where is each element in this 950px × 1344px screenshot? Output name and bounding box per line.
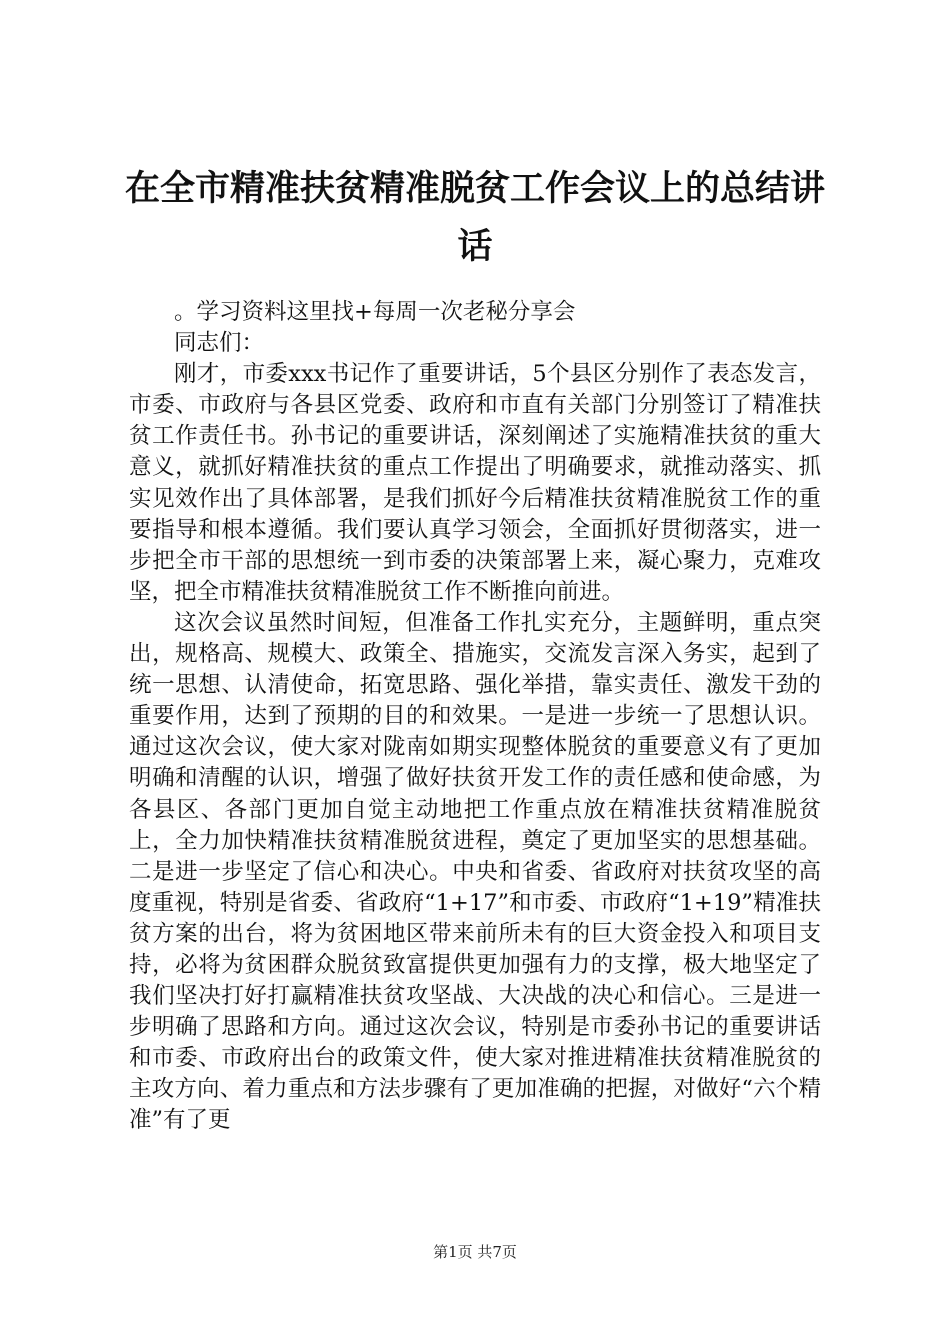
document-body <box>129 297 821 1137</box>
paragraph-salutation: 同志们： <box>174 330 265 357</box>
page-number-footer: 第1页 共7页 <box>433 1243 517 1261</box>
paragraph-body-2: 这次会议虽然时间短，但准备工作扎实充分，主题鲜明，重点突出，规格高、规模大、政策全、措施实，交流发言深入务实，起到了统一思想、认清使命，拓宽思路、强化举措，靠实责任、激发干劲的重要作用，达到了预期的目的和效果。一是进一步统一了思想认识。通过这次会议，使大家对陇南如期实现整体脱贫的重要意义有了更加明确和清醒的认识，增强了做好扶贫开发工作的责任感和使命感，为各县区、各部门更加自觉主动地把工作重点放在精准扶贫精准脱贫上，全力加快精准扶贫精准脱贫进程，奠定了更加坚实的思想基础。二是进一步坚定了信心和决心。中央和省委、省政府对扶贫攻坚的高度重视，特别是省委、省政府“1+17”和市委、市政府“1+19”精准扶贫方案的出台，将为贫困地区带来前所未有的巨大资金投入和项目支持，必将为贫困群众脱贫致富提供更加强有力的支撑，极大地坚定了我们坚决打好打赢精准扶贫攻坚战、大决战的决心和信心。三是进一步明确了思路和方向。通过这次会议，特别是市委孙书记的重要讲话和市委、市政府出台的政策文件，使大家对推进精准扶贫精准脱贫的主攻方向、着力重点和方法步骤有了更加准确的把握，对做好“六个精准”有了更 <box>129 609 821 1134</box>
paragraph-intro-note: 。学习资料这里找+每周一次老秘分享会 <box>174 299 576 325</box>
paragraph-body-1: 刚才，市委xxx书记作了重要讲话，5个县区分别作了表态发言，市委、市政府与各县区党委、政府和市直有关部门分别签订了精准扶贫工作责任书。孙书记的重要讲话，深刻阐述了实施精准扶贫的重大意义，就抓好精准扶贫的重点工作提出了明确要求，就推动落实、抓实见效作出了具体部署，是我们抓好今后精准扶贫精准脱贫工作的重要指导和根本遵循。我们要认真学习领会，全面抓好贯彻落实，进一步把全市干部的思想统一到市委的决策部署上来，凝心聚力，克难攻坚，把全市精准扶贫精准脱贫工作不断推向前进。 <box>129 361 821 605</box>
document-title: 在全市精准扶贫精准脱贫工作会议上的总结讲话 <box>124 168 825 267</box>
